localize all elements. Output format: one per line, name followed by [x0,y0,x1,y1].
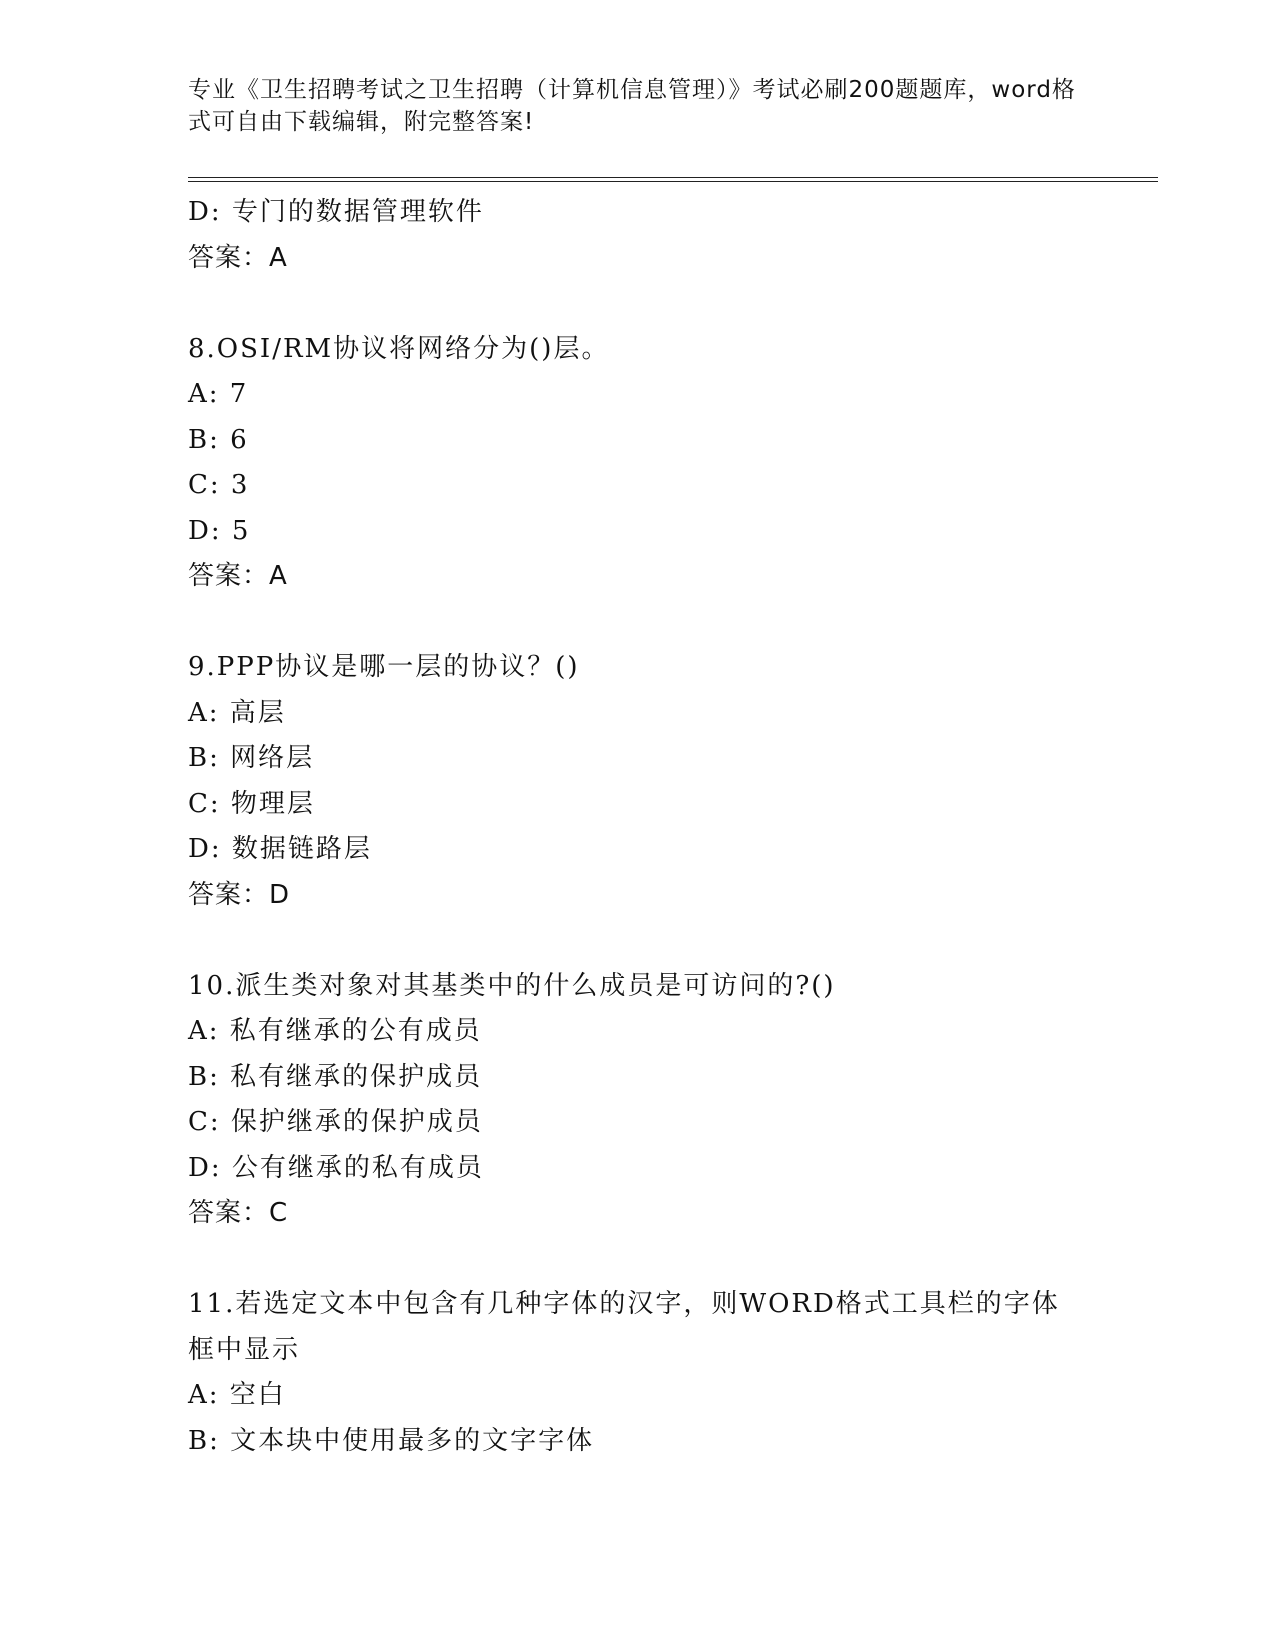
question-7-tail [188,190,1128,281]
answer: 答案：C [188,1198,289,1228]
header-divider-double [188,181,1158,182]
spacer [188,918,1128,964]
option-d: D: 5 [188,515,251,546]
answer: 答案：D [188,879,291,910]
option-a: A: 私有继承的公有成员 [188,1016,482,1046]
option-c: C: 保护继承的保护成员 [188,1107,483,1137]
option-b: B: 6 [188,424,249,455]
answer: 答案：A [188,561,288,591]
question-list [188,190,1128,1464]
option-a: A: 高层 [188,697,286,728]
answer: 答案：A [188,242,288,273]
header-text: 专业《卫生招聘考试之卫生招聘（计算机信息管理）》考试必刷200题题库，word格式可自由下载编辑，附完整答案! [188,77,1076,135]
question-8 [188,327,1128,600]
option-a: A: 7 [188,379,249,409]
option-a: A: 空白 [188,1380,286,1410]
question-11 [188,1282,1128,1464]
question-9 [188,645,1128,918]
option-b: B: 文本块中使用最多的文字字体 [188,1425,595,1456]
header-divider [188,177,1158,178]
option-c: C: 物理层 [188,788,315,819]
question-title: 11.若选定文本中包含有几种字体的汉字，则WORD格式工具栏的字体框中显示 [188,1289,1060,1365]
option-d: D: 公有继承的私有成员 [188,1152,484,1183]
spacer [188,281,1128,327]
question-10 [188,964,1128,1237]
option-c: C: 3 [188,470,250,500]
question-title: 8.OSI/RM协议将网络分为()层。 [188,333,610,364]
document-header [188,74,1088,138]
option-b: B: 网络层 [188,743,315,773]
option-d: D: 数据链路层 [188,834,372,864]
spacer [188,1237,1128,1283]
option-b: B: 私有继承的保护成员 [188,1061,483,1092]
spacer [188,600,1128,646]
question-title: 10.派生类对象对其基类中的什么成员是可访问的?() [188,970,836,1001]
question-title: 9.PPP协议是哪一层的协议？() [188,652,580,682]
option-d: D: 专门的数据管理软件 [188,197,484,227]
